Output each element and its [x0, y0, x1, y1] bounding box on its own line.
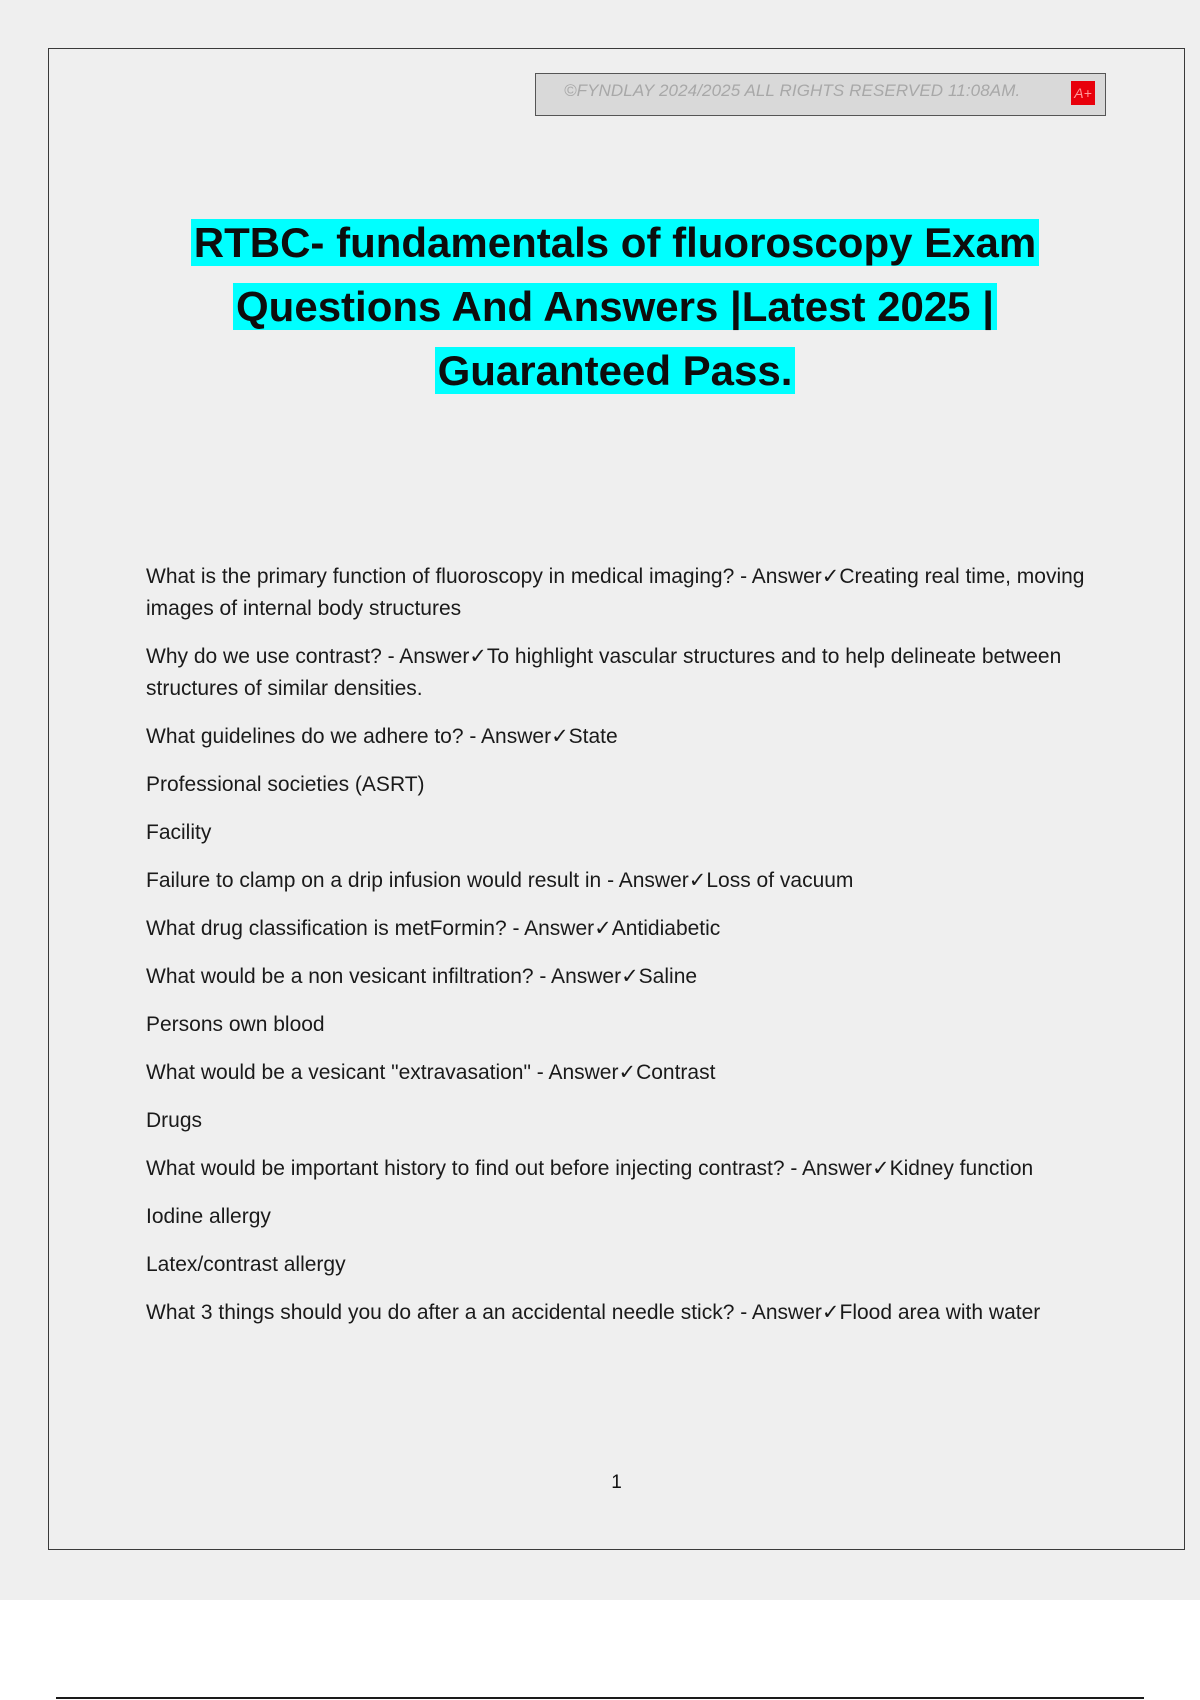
qa-item: What 3 things should you do after a an accidental needle stick? - Answer✓Flood area with water: [146, 1301, 1041, 1324]
title-highlight: Guaranteed Pass.: [435, 347, 796, 394]
document-title: [100, 211, 1130, 403]
qa-item: Latex/contrast allergy: [146, 1253, 346, 1276]
title-line-2: [100, 275, 1130, 339]
question-answer-list: [146, 561, 1086, 1345]
qa-item: Iodine allergy: [146, 1205, 271, 1228]
title-highlight: RTBC- fundamentals of fluoroscopy Exam: [191, 219, 1039, 266]
qa-item: Why do we use contrast? - Answer✓To highlight vascular structures and to help delineate between structures of similar densities.: [146, 645, 1062, 700]
qa-item: What drug classification is metFormin? - Answer✓Antidiabetic: [146, 917, 721, 940]
qa-item: Failure to clamp on a drip infusion would result in - Answer✓Loss of vacuum: [146, 869, 854, 892]
qa-item: What would be a non vesicant infiltration? - Answer✓Saline: [146, 965, 698, 988]
qa-item: Drugs: [146, 1109, 203, 1132]
title-highlight: Questions And Answers |Latest 2025 |: [233, 283, 997, 330]
qa-item: What is the primary function of fluoroscopy in medical imaging? - Answer✓Creating real time, moving images of internal body structures: [146, 565, 1085, 620]
grade-badge: A+: [1071, 81, 1095, 105]
title-line-3: [100, 339, 1130, 403]
copyright-watermark: ©FYNDLAY 2024/2025 ALL RIGHTS RESERVED 11:08AM.: [564, 81, 1021, 100]
qa-item: What would be a vesicant "extravasation" - Answer✓Contrast: [146, 1061, 716, 1084]
qa-item: Professional societies (ASRT): [146, 773, 425, 796]
qa-item: Persons own blood: [146, 1013, 325, 1036]
page-number: 1: [611, 1472, 622, 1493]
footer-divider: [56, 1697, 1144, 1699]
title-line-1: [100, 211, 1130, 275]
qa-item: Facility: [146, 821, 212, 844]
qa-item: What would be important history to find out before injecting contrast? - Answer✓Kidney function: [146, 1157, 1034, 1180]
qa-item: What guidelines do we adhere to? - Answer✓State: [146, 725, 618, 748]
copyright-header-box: [535, 73, 1106, 116]
